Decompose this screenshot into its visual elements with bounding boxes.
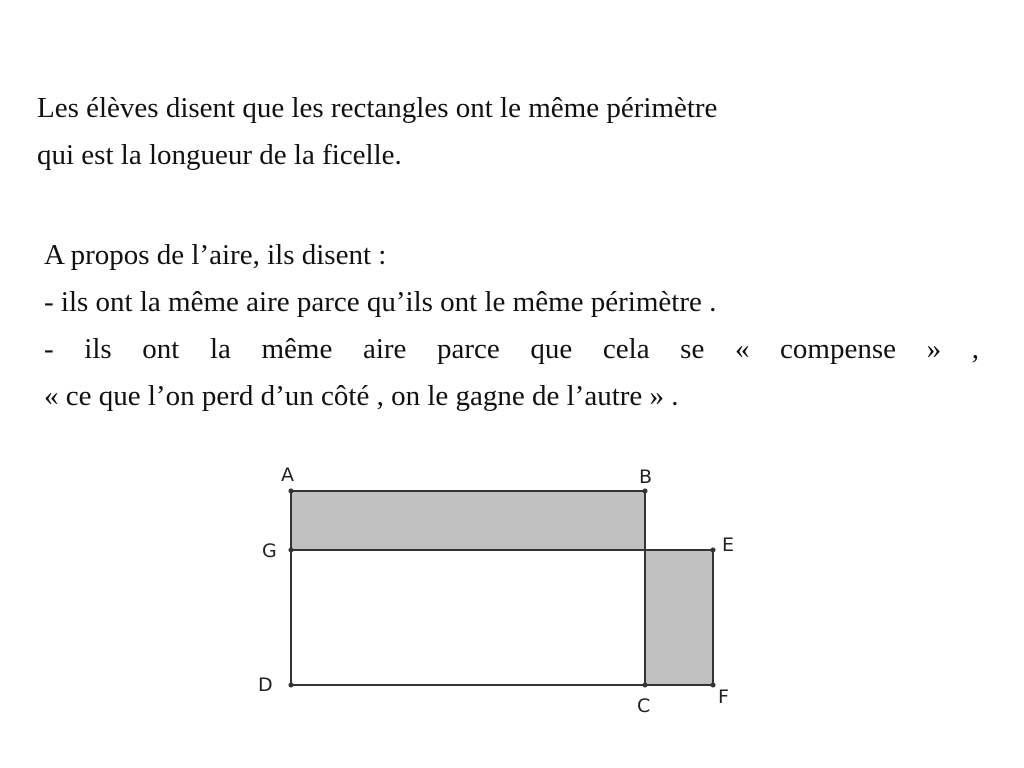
vertex-dot-a xyxy=(289,489,294,494)
rectangles-figure xyxy=(250,455,750,725)
vertex-dot-g xyxy=(289,548,294,553)
label-b: B xyxy=(639,466,653,488)
vertex-dot-b xyxy=(643,489,648,494)
label-c: C xyxy=(637,695,651,717)
aire-item-2-line-2: « ce que l’on perd d’un côté , on le gagne de l’autre » . xyxy=(44,380,679,412)
shaded-rect-right xyxy=(645,550,713,685)
label-e: E xyxy=(722,534,735,556)
aire-paragraph xyxy=(44,232,979,420)
vertex-dot-d xyxy=(289,683,294,688)
intro-line-1: Les élèves disent que les rectangles ont le même périmètre xyxy=(37,92,718,124)
aire-item-2-line-1: - ils ont la même aire parce que cela se « compense » , xyxy=(44,333,979,365)
white-rect xyxy=(291,550,645,685)
shaded-rect-top xyxy=(291,491,645,550)
vertex-dot-c xyxy=(643,683,648,688)
vertex-dot-e xyxy=(711,548,716,553)
intro-line-2: qui est la longueur de la ficelle. xyxy=(37,139,402,171)
label-g: G xyxy=(262,540,277,562)
aire-heading: A propos de l’aire, ils disent : xyxy=(44,239,387,271)
label-d: D xyxy=(258,674,273,696)
label-a: A xyxy=(281,464,294,486)
vertex-dot-f xyxy=(711,683,716,688)
label-f: F xyxy=(718,686,729,708)
aire-item-1: - ils ont la même aire parce qu’ils ont le même périmètre . xyxy=(44,286,717,318)
intro-paragraph xyxy=(37,85,997,179)
